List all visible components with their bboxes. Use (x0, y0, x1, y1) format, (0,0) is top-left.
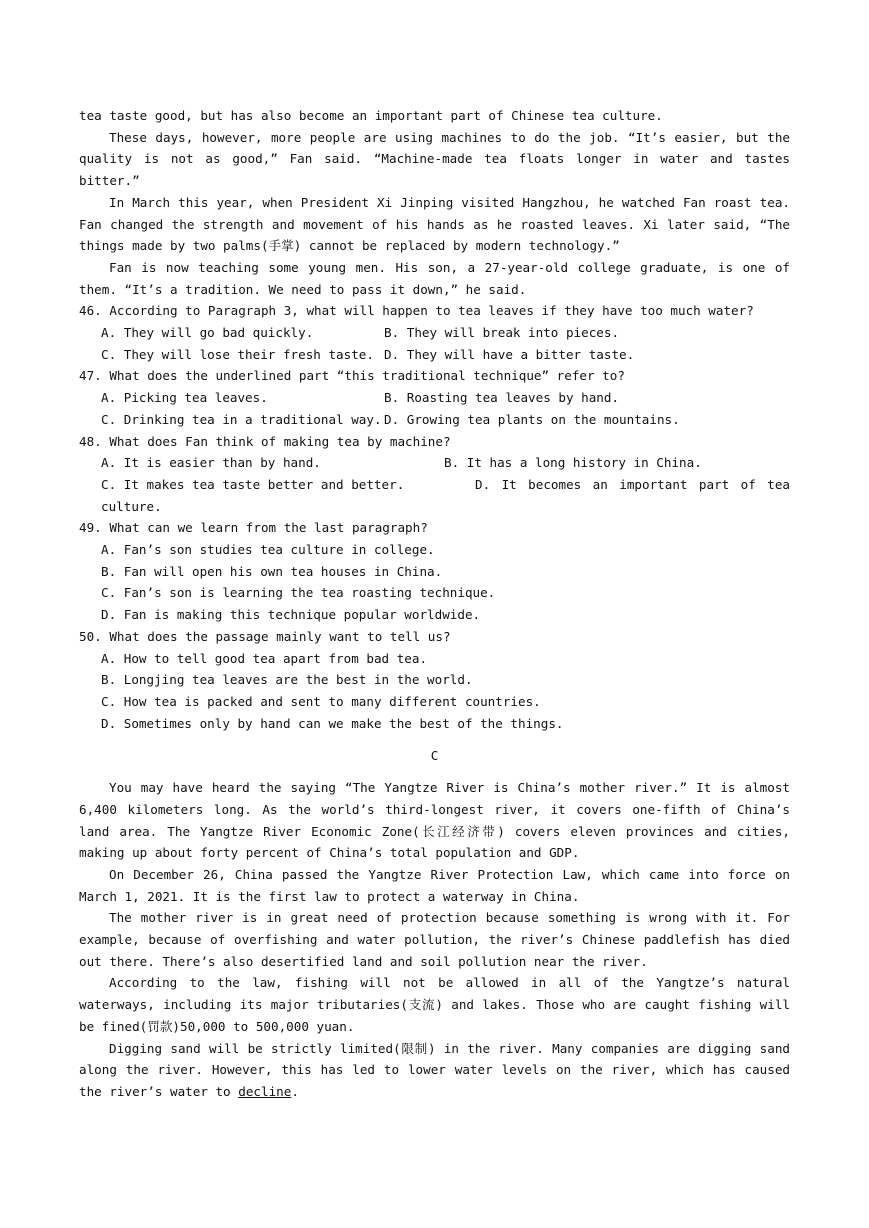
option-b: B. They will break into pieces. (384, 325, 620, 341)
options-row (79, 344, 790, 366)
option-d: D. Fan is making this technique popular worldwide. (101, 607, 481, 623)
underlined-word: decline (238, 1083, 292, 1099)
option-b: B. Roasting tea leaves by hand. (384, 390, 620, 406)
question-48 (79, 431, 790, 518)
option-c: C. How tea is packed and sent to many different countries. (101, 693, 541, 709)
question-stem: 50. What does the passage mainly want to tell us? (79, 628, 451, 644)
question-47 (79, 365, 790, 430)
option-a: A. It is easier than by hand. (101, 455, 321, 471)
passage-b-paragraph: Fan is now teaching some young men. His son, a 27-year-old college graduate, is one of them. “It’s a tradition. We need to pass it down,” he said. (79, 259, 790, 297)
question-stem: 46. According to Paragraph 3, what will happen to tea leaves if they have too much water? (79, 303, 754, 319)
passage-c-paragraph: On December 26, China passed the Yangtze River Protection Law, which came into force on March 1, 2021. It is the first law to protect a waterway in China. (79, 866, 790, 904)
option-a: A. Fan’s son studies tea culture in college. (101, 542, 435, 558)
question-stem: 49. What can we learn from the last paragraph? (79, 520, 428, 536)
question-49 (79, 517, 790, 626)
options-row (79, 409, 790, 431)
option-d: D. Sometimes only by hand can we make the best of the things. (101, 715, 564, 731)
option-a: A. They will go bad quickly. (101, 325, 314, 341)
option-b: B. It has a long history in China. (444, 455, 702, 471)
option-c: C. They will lose their fresh taste. (101, 346, 374, 362)
option-d: D. It becomes an important part of tea culture. (101, 476, 790, 514)
option-a: A. Picking tea leaves. (101, 390, 268, 406)
paragraph-text: Digging sand will be strictly limited(限制) in the river. Many companies are digging sand along the river. However, this has led to lower water levels on the river, which has caused the river’s water to (79, 1040, 790, 1099)
option-b: B. Fan will open his own tea houses in China. (101, 563, 443, 579)
passage-c-paragraph (79, 1038, 790, 1103)
option-c: C. Fan’s son is learning the tea roasting technique. (101, 585, 496, 601)
option-c: C. Drinking tea in a traditional way. (101, 411, 382, 427)
passage-c-paragraph: You may have heard the saying “The Yangtze River is China’s mother river.” It is almost 6,400 kilometers long. As the world’s third-longest river, it covers one-fifth of China’s land area. The Yangtze River Economic Zone(长江经济带) covers eleven provinces and cities, making up about forty percent of China’s total population and GDP. (79, 780, 790, 861)
option-c: C. It makes tea taste better and better. (101, 476, 405, 492)
options-row (79, 452, 790, 474)
passage-c-paragraph: According to the law, fishing will not be allowed in all of the Yangtze’s natural waterways, including its major tributaries(支流) and lakes. Those who are caught fishing will be fined(罚款)50,000 to 500,000 yuan. (79, 975, 790, 1034)
passage-c-paragraph: The mother river is in great need of protection because something is wrong with it. For example, because of overfishing and water pollution, the river’s Chinese paddlefish has died out there. There’s also desertified land and soil pollution near the river. (79, 910, 790, 969)
section-title: C (430, 748, 439, 764)
options-row (79, 387, 790, 409)
passage-b-paragraph: In March this year, when President Xi Jinping visited Hangzhou, he watched Fan roast tea. Fan changed the strength and movement of his hands as he roasted leaves. Xi later said, “The things made by two palms(手掌) cannot be replaced by modern technology.” (79, 194, 790, 254)
document-page (79, 105, 790, 1103)
question-stem: 48. What does Fan think of making tea by machine? (79, 433, 451, 449)
paragraph-end: . (291, 1083, 299, 1099)
option-d: D. Growing tea plants on the mountains. (384, 411, 680, 427)
question-stem: 47. What does the underlined part “this traditional technique” refer to? (79, 368, 625, 384)
passage-b-line: tea taste good, but has also become an important part of Chinese tea culture. (79, 108, 663, 123)
options-row (79, 322, 790, 344)
question-46 (79, 300, 790, 365)
option-a: A. How to tell good tea apart from bad tea. (101, 650, 428, 666)
options-row (79, 474, 790, 517)
option-d: D. They will have a bitter taste. (384, 346, 635, 362)
question-50 (79, 626, 790, 735)
passage-b-paragraph: These days, however, more people are using machines to do the job. “It’s easier, but the quality is not as good,” Fan said. “Machine-made tea floats longer in water and tastes bitter.” (79, 129, 790, 189)
option-b: B. Longjing tea leaves are the best in the world. (101, 672, 473, 688)
